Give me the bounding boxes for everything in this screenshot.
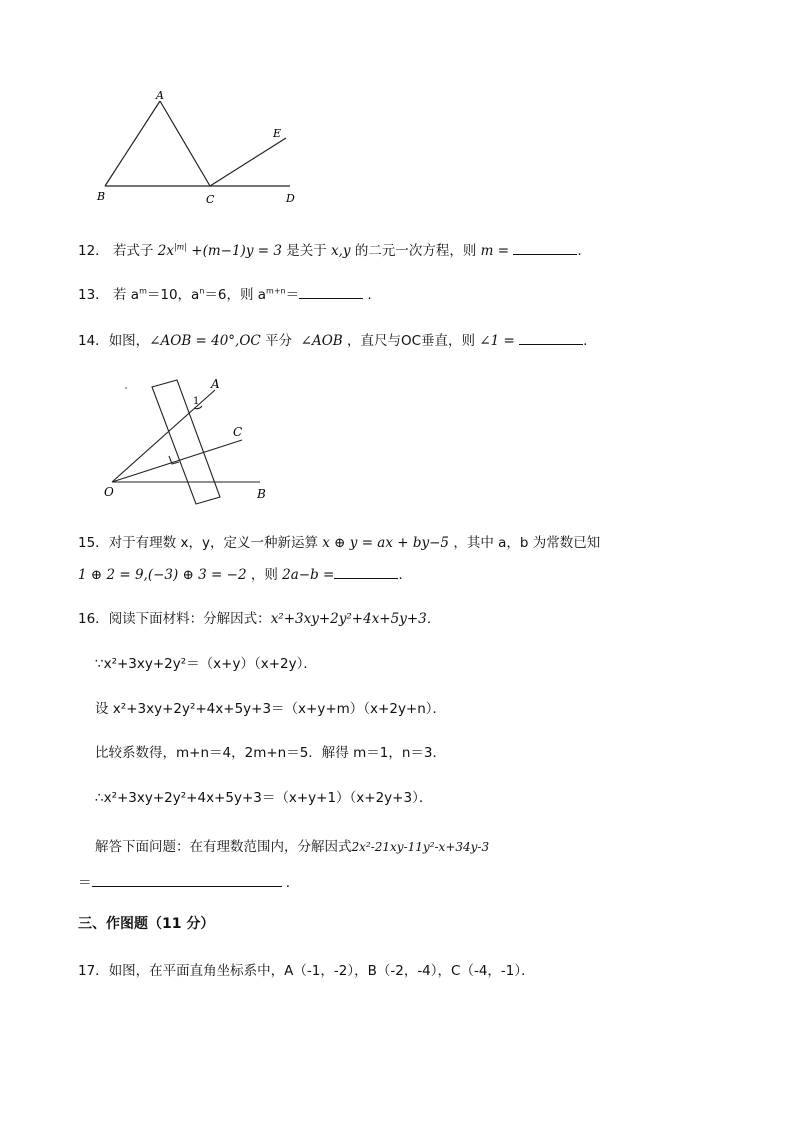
q14-post: ，直尺与OC垂直，则 (347, 333, 476, 349)
label-b: B (257, 487, 266, 501)
q16-task-text: 解答下面问题：在有理数范围内，分解因式 (95, 839, 352, 855)
label-b: B (97, 190, 106, 203)
label-c: C (206, 193, 215, 206)
q13-exp3: m+n (266, 286, 286, 296)
q14-expr: ∠AOB = 40°,OC (149, 333, 261, 349)
q14-number: 14． (78, 333, 109, 349)
label-d: D (286, 192, 295, 205)
q13-part2: ＝6，则 a (204, 287, 267, 303)
q14-mid: 平分 (265, 333, 293, 349)
q13-pre: 若 a (112, 287, 140, 303)
q12-number: 12． (78, 243, 109, 259)
q12-expr: 2x (157, 243, 174, 259)
label-1: 1 (193, 396, 200, 407)
q16-answer-blank[interactable] (92, 874, 282, 887)
angle-ruler-figure (100, 372, 280, 507)
q16-answer-line: ＝ . (78, 875, 291, 891)
q16-eq: ＝ (78, 875, 92, 891)
q12-pre: 若式子 (112, 243, 154, 259)
question-16-intro (78, 610, 440, 628)
q15-expr: x ⊕ y = ax + by−5 (322, 535, 450, 551)
q16-step-2: 设 x²+3xy+2y²+4x+5y+3＝（x+y+m）（x+2y+n）． (95, 701, 447, 717)
label-e: E (273, 127, 282, 140)
q12-post: 的二元一次方程，则 (354, 243, 477, 259)
question-13: 13． 若 $a^m=10$，$a^n=6$，则 $a^{m+n}=$ . (78, 286, 372, 303)
q12-expr2: +(m−1)y = 3 (191, 243, 282, 259)
q13-exp1: m (139, 286, 147, 296)
q15-line2-ans: 2a−b = (282, 567, 335, 583)
q15-line2-mid: ，则 (250, 567, 278, 583)
q15-line1-post: ，其中 a，b 为常数已知 (453, 535, 601, 551)
q16-step-3: 比较系数得，m+n＝4，2m+n＝5．解得 m＝1，n＝3． (95, 745, 446, 761)
q14-ans: ∠1 = (479, 333, 515, 349)
q16-step-1: ∵x²+3xy+2y²＝（x+y）（x+2y）． (95, 656, 317, 672)
ray-ce (210, 138, 286, 186)
q13-exp2: n (199, 286, 205, 296)
label-a: A (156, 89, 164, 102)
q15-answer-blank[interactable] (334, 566, 398, 579)
q13-answer-blank[interactable] (299, 286, 363, 299)
q12-mid: 是关于 (286, 243, 327, 259)
q12-answer-blank[interactable] (513, 242, 577, 255)
q15-number: 15． (78, 535, 109, 551)
q14-answer-blank[interactable] (519, 332, 583, 345)
q17-text: 如图，在平面直角坐标系中，A（-1，-2），B（-2，-4），C（-4，-1）． (108, 963, 535, 979)
q12-exp: |m| (173, 242, 187, 252)
q17-number: 17． (78, 963, 109, 979)
q16-task (95, 838, 489, 856)
q13-part3: ＝ (285, 287, 300, 303)
segment-ac (160, 101, 210, 186)
q13-number: 13． (78, 287, 109, 303)
q15-line2-expr: 1 ⊕ 2 = 9,(−3) ⊕ 3 = −2 (78, 567, 247, 583)
question-15-line-2: 1 ⊕ 2 = 9,(−3) ⊕ 3 = −2 ，则 2a−b = . (78, 567, 403, 583)
q12-vars: x,y (331, 243, 351, 259)
q16-task-expr: 2x²-21xy-11y²-x+34y-3 (351, 840, 490, 854)
ruler (152, 380, 220, 504)
ray-oa (112, 390, 215, 482)
q15-line1-pre: 对于有理数 x，y，定义一种新运算 (108, 535, 318, 551)
q14-pre: 如图， (108, 333, 150, 349)
q16-intro-expr: x²+3xy+2y²+4x+5y+3． (270, 611, 441, 627)
question-12: 12． 若式子 $2x^{|m|} +(m-1)y = 3$ 是关于 x,y 的二元一次方程，则 m = . (78, 242, 582, 259)
q14-angle: ∠AOB (300, 333, 343, 349)
q16-number: 16． (78, 611, 109, 627)
q16-intro: 阅读下面材料：分解因式： (108, 611, 271, 627)
segment-ab (105, 101, 160, 186)
q12-ans: m = (480, 243, 510, 259)
label-o: O (104, 485, 114, 499)
q13-part1: ＝10，a (146, 287, 200, 303)
label-a: A (211, 377, 220, 391)
question-15-line-1 (78, 534, 600, 552)
ray-oc (112, 440, 242, 482)
dot-mark (125, 387, 127, 389)
question-14: 14．如图，∠AOB = 40°,OC 平分 ∠AOB ，直尺与OC垂直，则 ∠1 = . (78, 333, 588, 349)
section-3-title: 三、作图题（11 分） (78, 916, 215, 932)
question-17 (78, 962, 535, 980)
label-c: C (233, 425, 243, 439)
triangle-figure (90, 85, 310, 210)
q16-step-4: ∴x²+3xy+2y²+4x+5y+3＝（x+y+1）（x+2y+3）． (95, 790, 433, 806)
